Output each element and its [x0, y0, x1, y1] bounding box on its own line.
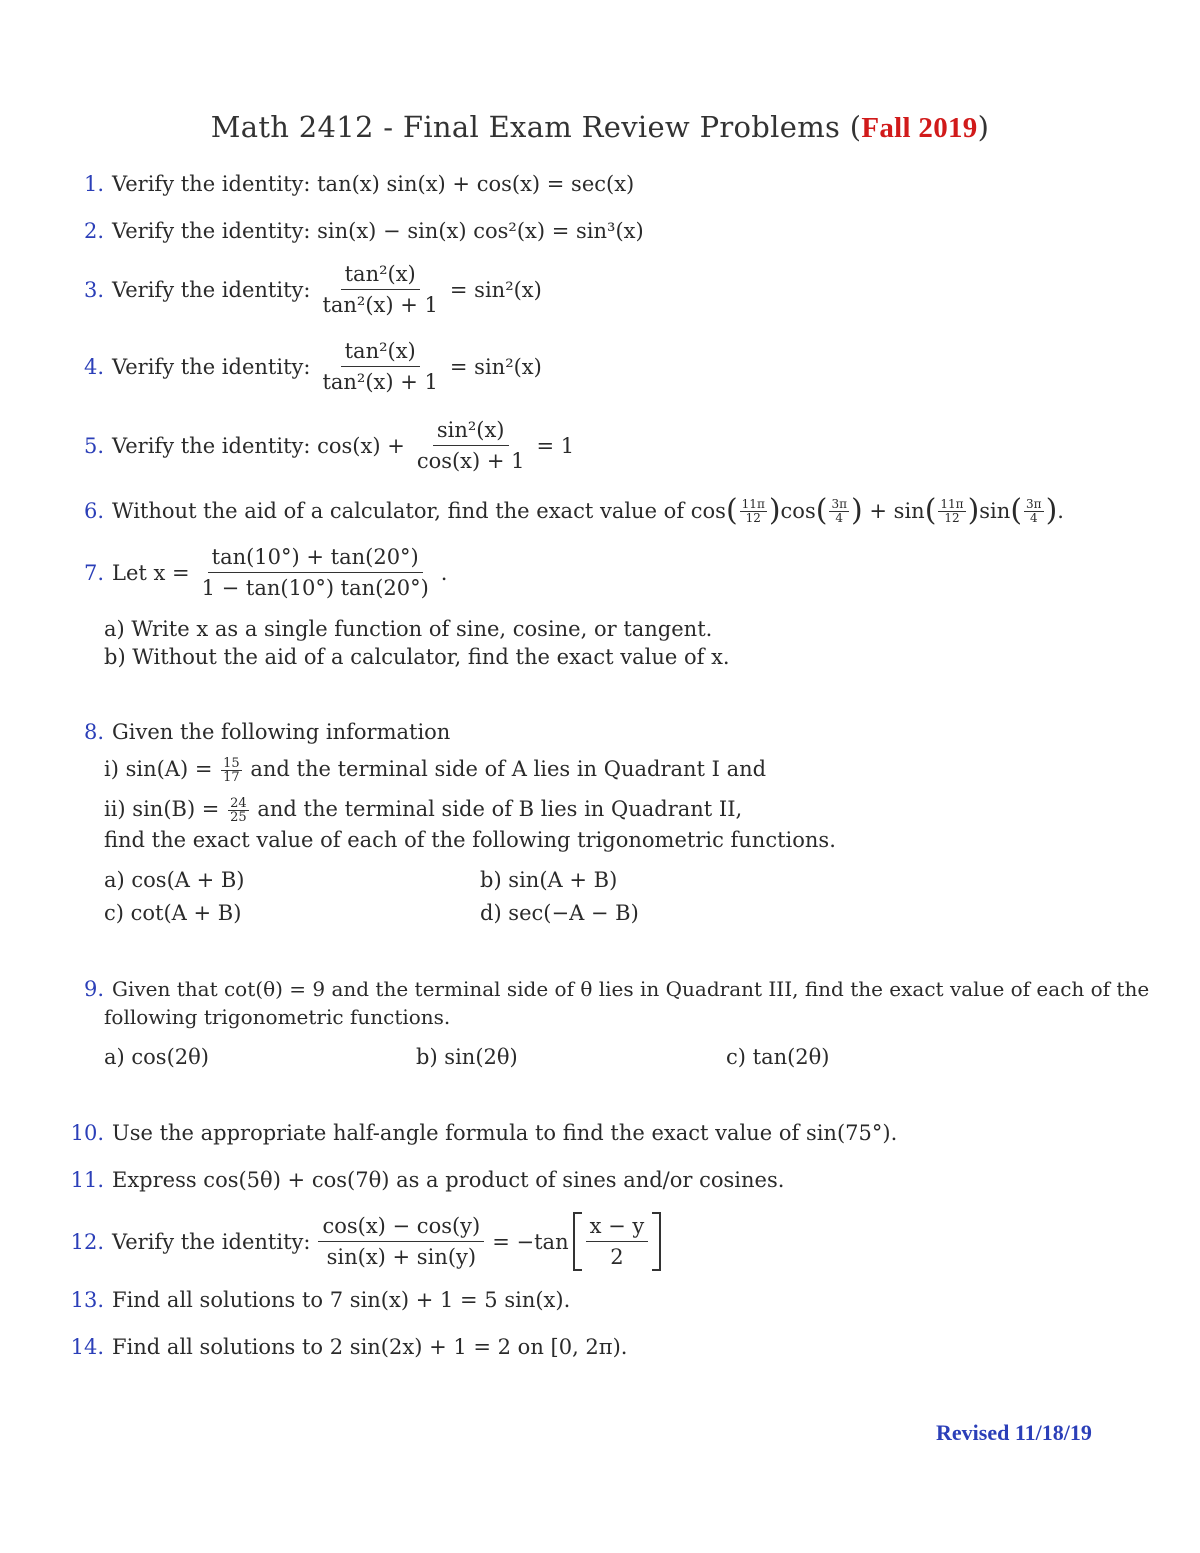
problem-text: Find all solutions to 2 sin(2x) + 1 = 2 on [0, 2π).: [112, 1335, 628, 1359]
problem-8-info-ii: ii) sin(B) = $\frac{24}{25}$ and the terminal side of B lies in Quadrant II,: [104, 796, 743, 825]
problem-9: [60, 977, 1149, 1001]
problem-text: Given the following information: [112, 720, 451, 744]
problem-text: Find all solutions to 7 sin(x) + 1 = 5 sin(x).: [112, 1288, 571, 1312]
problem-number: 13.: [70, 1288, 104, 1312]
problem-number: 3.: [83, 277, 104, 302]
problem-tail: = sin²(x): [449, 277, 542, 302]
fraction: $\frac{\cos(x) - \cos(y)}{\sin(x) + \sin(y)}$: [318, 1214, 484, 1269]
problem-5: [60, 418, 574, 473]
problem-9-part-b: b) sin(2θ): [416, 1045, 518, 1069]
problem-8-part-b: b) sin(A + B): [480, 868, 618, 892]
problem-number: 1.: [83, 172, 104, 196]
fraction: $\frac{\text{sin²(x)}}{\cos(x) + 1}$: [416, 418, 525, 473]
problem-lead: Let x =: [112, 560, 190, 585]
bracket-group: $\frac{x - y}{2}$: [573, 1212, 662, 1271]
problem-9-part-c: c) tan(2θ): [726, 1045, 830, 1069]
semester-label: Fall 2019: [861, 112, 978, 144]
problem-8-info-i: i) sin(A) = $\frac{15}{17}$ and the terminal side of A lies in Quadrant I and: [104, 756, 767, 785]
problem-lead: Verify the identity:: [112, 1229, 311, 1254]
problem-7: 7. Let x = $\frac{\tan(10^\circ) + \tan(20^\circ)}{1 - \tan(10^\circ) \tan(20^\circ)}$ .: [60, 545, 447, 600]
problem-number: 5.: [83, 433, 104, 458]
problem-number: 8.: [83, 720, 104, 744]
problem-text: Verify the identity: tan(x) sin(x) + cos(x) = sec(x): [112, 172, 635, 196]
problem-4: [60, 339, 542, 394]
problem-14: [60, 1335, 627, 1359]
problem-11: [60, 1168, 784, 1192]
problem-tail: = 1: [536, 433, 575, 458]
problem-13: [60, 1288, 570, 1312]
problem-3: [60, 262, 542, 317]
page-title: Math 2412 - Final Exam Review Problems (Fall 2019): [210, 110, 990, 144]
problem-7-part-b: b) Without the aid of a calculator, find the exact value of x.: [104, 645, 730, 669]
fraction: $\frac{\text{tan²(x)}}{\text{tan²(x) + 1}}$: [322, 262, 438, 317]
problem-9-part-a: a) cos(2θ): [104, 1045, 209, 1069]
fraction: $\frac{\tan(10^\circ) + \tan(20^\circ)}{1 - \tan(10^\circ) \tan(20^\circ)}$: [201, 545, 429, 600]
problem-number: 6.: [83, 499, 104, 523]
problem-10: [60, 1121, 897, 1145]
problem-8-part-d: d) sec(−A − B): [480, 901, 639, 925]
problem-1: [60, 172, 634, 196]
problem-number: 12.: [70, 1229, 104, 1254]
problem-8-instruction: find the exact value of each of the following trigonometric functions.: [104, 828, 836, 852]
problem-8-part-c: c) cot(A + B): [104, 901, 242, 925]
problem-text: Given that cot(θ) = 9 and the terminal side of θ lies in Quadrant III, find the exact value of each of the: [112, 977, 1150, 1001]
problem-lead: Verify the identity:: [112, 354, 311, 379]
problem-number: 10.: [70, 1121, 104, 1145]
problem-number: 4.: [83, 354, 104, 379]
revision-date: Revised 11/18/19: [936, 1420, 1092, 1445]
problem-number: 11.: [70, 1168, 104, 1192]
problem-number: 14.: [70, 1335, 104, 1359]
problem-text: Use the appropriate half-angle formula to find the exact value of sin(75°).: [112, 1121, 898, 1145]
problem-text: Verify the identity: sin(x) − sin(x) cos²(x) = sin³(x): [112, 219, 644, 243]
problem-8: [60, 720, 450, 744]
problem-text: Express cos(5θ) + cos(7θ) as a product of sines and/or cosines.: [112, 1168, 785, 1192]
problem-6: 6. Without the aid of a calculator, find the exact value of cos ( 11π 12 ) cos ( 3π 4 ) + sin ( 11π 12 ) sin ( 3π 4 ) .: [60, 496, 1064, 526]
problem-2: [60, 219, 644, 243]
problem-lead: Verify the identity: cos(x) +: [112, 433, 405, 458]
problem-number: 9.: [83, 977, 104, 1001]
problem-tail: = sin²(x): [449, 354, 542, 379]
problem-lead: Verify the identity:: [112, 277, 311, 302]
problem-number: 7.: [83, 560, 104, 585]
problem-9-line-2: following trigonometric functions.: [104, 1005, 451, 1029]
problem-7-part-a: a) Write x as a single function of sine, cosine, or tangent.: [104, 617, 713, 641]
fraction: $\frac{\text{tan²(x)}}{\text{tan²(x) + 1}}$: [322, 339, 438, 394]
problem-8-part-a: a) cos(A + B): [104, 868, 245, 892]
problem-number: 2.: [83, 219, 104, 243]
problem-12: 12. Verify the identity: $\frac{\cos(x) - \cos(y)}{\sin(x) + \sin(y)}$ = −tan $\frac{x - y}{2}$: [60, 1212, 661, 1271]
